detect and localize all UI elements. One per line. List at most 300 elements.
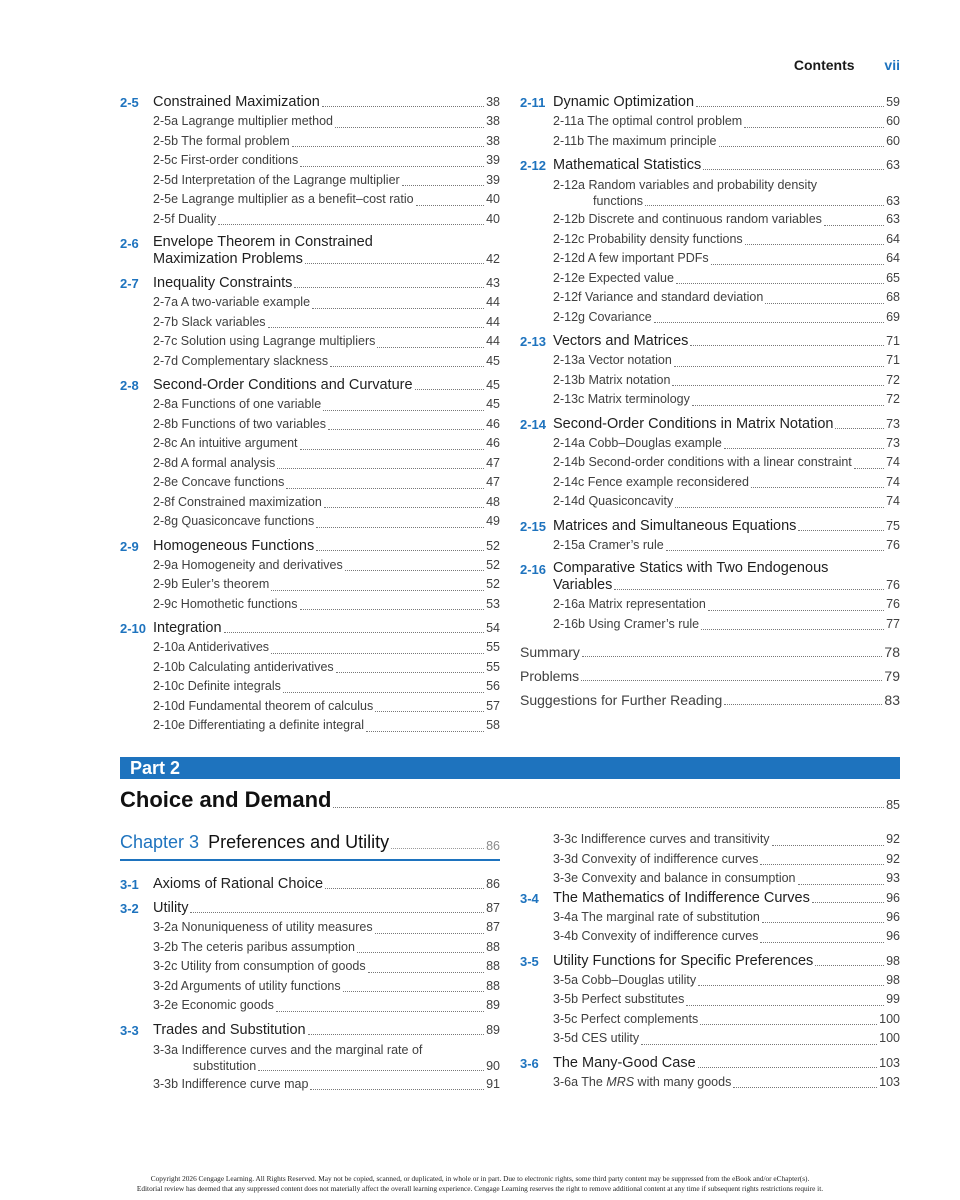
section-number: 3-6 [520, 1055, 539, 1071]
subsection-entry[interactable] [520, 473, 900, 493]
section-entry[interactable] [120, 93, 500, 112]
dot-leader [286, 488, 484, 489]
subsection-label: 2-14d Quasiconcavity [553, 494, 674, 508]
subsection-entry[interactable] [120, 595, 500, 615]
subsection-entry[interactable] [120, 512, 500, 532]
dot-leader [692, 405, 884, 406]
section-entry[interactable] [120, 234, 500, 269]
dot-leader [415, 389, 485, 390]
section-number: 2-11 [520, 95, 546, 110]
subsection-entry[interactable] [520, 927, 900, 947]
subsection-entry[interactable] [520, 371, 900, 391]
subsection-entry[interactable] [120, 190, 500, 210]
page-number: 45 [486, 353, 500, 368]
section-title: Homogeneous Functions [153, 537, 315, 554]
page-number: 76 [886, 537, 900, 552]
subsection-entry[interactable] [120, 454, 500, 474]
subsection-label: 2-10d Fundamental theorem of calculus [153, 698, 374, 713]
subsection-label: 2-7a A two-variable example [153, 295, 311, 309]
dot-leader [310, 1089, 484, 1090]
chapter-heading[interactable] [120, 832, 500, 861]
page-number: 71 [886, 334, 900, 348]
page-number: 87 [486, 920, 500, 934]
section-entry[interactable] [120, 376, 500, 395]
subsection-entry[interactable] [120, 493, 500, 513]
subsection-entry[interactable] [120, 332, 500, 352]
subsection-entry[interactable] [120, 395, 500, 415]
subsection-entry[interactable] [520, 492, 900, 512]
section-title: The Mathematics of Indifference Curves [553, 889, 810, 906]
subsection-entry[interactable] [520, 908, 900, 928]
dot-leader [581, 680, 882, 681]
subsection-label: 2-10c Definite integrals [153, 679, 281, 693]
section-title-block [153, 538, 500, 555]
dot-leader [416, 205, 485, 206]
dot-leader [760, 942, 884, 943]
section-title: Second-Order Conditions and Curvature [153, 377, 413, 393]
dot-leader [745, 244, 884, 245]
dot-leader [277, 468, 484, 469]
subsection-entry[interactable] [120, 1040, 500, 1075]
section-title-block [153, 234, 500, 268]
dot-leader [316, 550, 484, 551]
subsection-entry[interactable] [520, 249, 900, 269]
section-number: 2-9 [120, 538, 139, 554]
dot-leader [271, 653, 484, 654]
subsection-entry[interactable] [520, 536, 900, 556]
page-number: 57 [486, 698, 500, 713]
page-number: 38 [486, 133, 500, 148]
subsection-entry[interactable] [120, 352, 500, 372]
subsection-label: 2-5f Duality [153, 211, 217, 226]
subsection-label-continued [153, 1058, 500, 1075]
chapter-title: Preferences and Utility [208, 832, 390, 852]
dot-leader [703, 169, 884, 170]
page-number: 98 [886, 953, 900, 968]
subsection-label: 2-9a Homogeneity and derivatives [153, 557, 343, 572]
section-entry[interactable] [520, 156, 900, 175]
subsection-entry[interactable] [120, 151, 500, 171]
dot-leader [760, 864, 884, 865]
subsection-label-line2: functions [593, 194, 644, 208]
page-number: 85 [886, 798, 900, 812]
section-title-block [553, 157, 900, 174]
dot-leader [375, 933, 485, 934]
subsection-label: 3-4b Convexity of indifference curves [553, 929, 759, 943]
subsection-label [553, 1073, 731, 1093]
section-title: Matrices and Simultaneous Equations [553, 517, 797, 534]
subsection-entry[interactable] [520, 850, 900, 870]
dot-leader [835, 428, 884, 429]
subsection-entry[interactable] [520, 175, 900, 210]
subsection-entry[interactable] [120, 434, 500, 454]
page-number: 44 [486, 295, 500, 309]
subsection-entry[interactable] [520, 453, 900, 473]
subsection-label: 3-3c Indifference curves and transitivity [553, 832, 770, 846]
subsection-entry[interactable] [120, 1075, 500, 1095]
dot-leader [675, 507, 884, 508]
section-title: Integration [153, 620, 222, 636]
subsection-entry[interactable] [520, 595, 900, 615]
subsection-entry[interactable] [520, 351, 900, 371]
page-number: 76 [886, 578, 900, 592]
dot-leader [368, 972, 485, 973]
dot-leader [366, 731, 484, 732]
page-number: 46 [486, 416, 500, 431]
section-title-block [153, 94, 500, 111]
page-number: 91 [486, 1076, 500, 1091]
dot-leader [300, 449, 485, 450]
page-number: 72 [886, 392, 900, 406]
page-number: 58 [486, 718, 500, 732]
subsection-entry[interactable] [120, 658, 500, 678]
subsection-entry[interactable] [520, 1029, 900, 1049]
subsection-entry[interactable] [520, 1010, 900, 1030]
subsection-label: 3-5c Perfect complements [553, 1011, 699, 1026]
subsection-entry[interactable] [520, 390, 900, 410]
page-number: 59 [886, 95, 900, 109]
page-number: 48 [486, 494, 500, 509]
page-number: 96 [886, 890, 900, 905]
dot-leader [300, 609, 485, 610]
page-number: 88 [486, 978, 500, 993]
dot-leader [324, 507, 484, 508]
dot-leader [812, 902, 884, 903]
subsection-entry[interactable] [120, 996, 500, 1016]
page-number: 56 [486, 679, 500, 693]
page-number: 76 [886, 597, 900, 611]
section-entry[interactable] [120, 537, 500, 556]
subsection-entry[interactable] [520, 971, 900, 991]
subsection-label: 2-13a Vector notation [553, 353, 672, 367]
section-title-block [553, 333, 900, 350]
backmatter-entry[interactable] [520, 692, 900, 709]
section-entry[interactable] [520, 952, 900, 971]
subsection-entry[interactable] [120, 918, 500, 938]
dot-leader [391, 848, 484, 849]
page-number: 79 [884, 668, 900, 684]
backmatter-entry[interactable] [520, 644, 900, 661]
section-entry[interactable] [520, 332, 900, 351]
dot-leader [666, 550, 884, 551]
section-title: Comparative Statics with Two Endogenous [553, 560, 829, 576]
subsection-entry[interactable] [120, 977, 500, 997]
dot-leader [323, 410, 484, 411]
dot-leader [719, 146, 885, 147]
subsection-label: 2-5d Interpretation of the Lagrange multiplier [153, 172, 400, 187]
section-entry[interactable] [520, 1054, 900, 1073]
subsection-entry[interactable] [120, 677, 500, 697]
part-title-row[interactable] [120, 786, 900, 814]
page-number: 54 [486, 621, 500, 635]
subsection-entry[interactable] [120, 957, 500, 977]
dot-leader [751, 487, 884, 488]
page-number: 64 [886, 231, 900, 246]
section-title-block [153, 900, 500, 917]
subsection-label: 2-16b Using Cramer’s rule [553, 616, 700, 631]
page-number: 43 [486, 276, 500, 290]
subsection-label: 2-11a The optimal control problem [553, 114, 743, 128]
subsection-entry[interactable] [520, 1073, 900, 1093]
page-number: 89 [486, 1022, 500, 1037]
subsection-label: 2-13b Matrix notation [553, 372, 671, 387]
subsection-label: 2-8g Quasiconcave functions [153, 514, 315, 528]
dot-leader [345, 570, 484, 571]
page-number: 103 [879, 1074, 900, 1089]
section-title: Constrained Maximization [153, 94, 320, 110]
dot-leader [335, 127, 484, 128]
section-entry[interactable] [520, 560, 900, 595]
subsection-entry[interactable] [120, 112, 500, 132]
page-number: 39 [486, 172, 500, 187]
section-entry[interactable] [520, 415, 900, 434]
subsection-entry[interactable] [520, 434, 900, 454]
page-number: 90 [486, 1058, 500, 1073]
subsection-entry[interactable] [520, 210, 900, 230]
subsection-label: 2-12d A few important PDFs [553, 251, 709, 265]
subsection-entry[interactable] [120, 415, 500, 435]
subsection-label: 2-14a Cobb–Douglas example [553, 435, 722, 450]
section-number: 2-13 [520, 334, 547, 349]
page-number: 77 [886, 616, 900, 631]
subsection-entry[interactable] [520, 288, 900, 308]
dot-leader [283, 692, 484, 693]
running-head-title: Contents [793, 57, 855, 73]
page-number: 74 [886, 474, 900, 489]
section-title: Utility [153, 900, 189, 916]
dot-leader [824, 225, 884, 226]
section-number: 2-5 [120, 95, 139, 110]
section-number: 3-2 [120, 901, 139, 916]
section-entry[interactable] [120, 274, 500, 293]
subsection-entry[interactable] [520, 615, 900, 635]
subsection-entry[interactable] [120, 171, 500, 191]
copyright-line-1: Copyright 2026 Cengage Learning. All Rights Reserved. May not be copied, scanned, or duplicated, in whole or in part. Due to electronic rights, some third party content may be suppressed from the eBook and/or eChapter(s). [150, 1174, 810, 1183]
subsection-entry[interactable] [120, 210, 500, 230]
subsection-label: 2-9c Homothetic functions [153, 596, 298, 611]
dot-leader [224, 632, 485, 633]
page-number: 52 [486, 557, 500, 572]
section-title-block [553, 518, 900, 535]
section-number: 2-16 [520, 562, 547, 577]
subsection-entry[interactable] [520, 990, 900, 1010]
section-title-block [153, 876, 500, 893]
subsection-label: 2-9b Euler’s theorem [153, 577, 270, 591]
section-entry[interactable] [520, 517, 900, 536]
dot-leader [294, 287, 484, 288]
page-number: 47 [486, 455, 500, 470]
dot-leader [798, 884, 885, 885]
subsection-entry[interactable] [520, 132, 900, 152]
page-number: 39 [486, 153, 500, 167]
dot-leader [305, 263, 484, 264]
subsection-entry[interactable] [520, 230, 900, 250]
page-number: 100 [879, 1031, 900, 1045]
page-number: 40 [486, 211, 500, 226]
section-title-continued [553, 577, 900, 594]
page-number: 45 [486, 397, 500, 411]
dot-leader [711, 264, 884, 265]
copyright-line-2: Editorial review has deemed that any suppressed content does not materially affect the overall learning experience. Cengage Learning reserves the right to remove additional content at any time if subsequent rights restrictions require it. [136, 1184, 824, 1193]
dot-leader [312, 308, 484, 309]
section-number: 3-3 [120, 1022, 139, 1038]
section-title-block [553, 890, 900, 907]
dot-leader [641, 1044, 877, 1045]
subsection-label: 3-2b The ceteris paribus assumption [153, 939, 355, 954]
page-number: 96 [886, 929, 900, 943]
running-head [794, 57, 900, 73]
subsection-entry[interactable] [520, 869, 900, 889]
dot-leader [696, 106, 884, 107]
page-number: 96 [886, 909, 900, 924]
page-number: 72 [886, 372, 900, 387]
page-number: 52 [486, 538, 500, 553]
page-number: 44 [486, 314, 500, 329]
page-number: 89 [486, 998, 500, 1012]
subsection-entry[interactable] [520, 308, 900, 328]
dot-leader [271, 590, 484, 591]
dot-leader [292, 146, 484, 147]
subsection-label: 2-12a Random variables and probability density [553, 178, 818, 192]
section-title: Envelope Theorem in Constrained [153, 234, 373, 250]
section-title-block [553, 416, 900, 433]
subsection-entry[interactable] [520, 112, 900, 132]
subsection-entry[interactable] [120, 313, 500, 333]
page-number: 99 [886, 992, 900, 1006]
subsection-label: 2-8c An intuitive argument [153, 436, 298, 450]
subsection-label: 2-5e Lagrange multiplier as a benefit–cost ratio [153, 192, 414, 206]
subsection-entry[interactable] [120, 473, 500, 493]
page-number: 55 [486, 640, 500, 654]
dot-leader [772, 845, 885, 846]
page-number: 75 [886, 518, 900, 533]
subsection-label-continued [553, 193, 900, 210]
backmatter-label: Suggestions for Further Reading [520, 692, 723, 708]
section-number: 2-10 [120, 621, 147, 636]
subsection-label: 2-5b The formal problem [153, 133, 290, 148]
section-title: Second-Order Conditions in Matrix Notation [553, 415, 834, 432]
dot-leader [724, 704, 882, 705]
dot-leader [357, 952, 484, 953]
backmatter-entry[interactable] [520, 668, 900, 685]
page-number: 78 [884, 644, 900, 660]
dot-leader [698, 985, 884, 986]
subsection-entry[interactable] [120, 132, 500, 152]
subsection-label: 2-10a Antiderivatives [153, 640, 270, 654]
subsection-label: 2-5c First-order conditions [153, 153, 299, 167]
section-title-block [553, 1055, 900, 1072]
subsection-label: 3-2a Nonuniqueness of utility measures [153, 920, 373, 934]
subsection-label: 2-14c Fence example reconsidered [553, 474, 749, 489]
subsection-entry[interactable] [120, 556, 500, 576]
page-number: 60 [886, 114, 900, 128]
subsection-entry[interactable] [120, 938, 500, 958]
dot-leader [765, 303, 884, 304]
subsection-label: 3-2c Utility from consumption of goods [153, 959, 366, 973]
dot-leader [322, 106, 484, 107]
dot-leader [700, 1024, 877, 1025]
section-entry[interactable] [520, 93, 900, 112]
section-entry[interactable] [120, 899, 500, 918]
section-title-continued [153, 251, 500, 268]
subsection-label: 2-14b Second-order conditions with a linear constraint [553, 455, 852, 469]
subsection-label: 3-4a The marginal rate of substitution [553, 909, 760, 924]
page-number: 64 [886, 251, 900, 265]
page-number: 63 [886, 194, 900, 208]
dot-leader [343, 991, 484, 992]
section-title-block [153, 620, 500, 637]
section-entry[interactable] [120, 875, 500, 894]
subsection-entry[interactable] [520, 269, 900, 289]
section-number: 3-4 [520, 890, 539, 906]
dot-leader [724, 448, 884, 449]
dot-leader [815, 965, 884, 966]
section-title: Dynamic Optimization [553, 94, 695, 110]
section-entry[interactable] [520, 889, 900, 908]
subsection-entry[interactable] [120, 638, 500, 658]
subsection-label: 2-8d A formal analysis [153, 455, 276, 470]
dot-leader [336, 672, 484, 673]
page-number: 47 [486, 475, 500, 489]
dot-leader [330, 366, 484, 367]
section-title-block [153, 1022, 500, 1039]
page-number: 100 [879, 1011, 900, 1026]
section-title-block [553, 560, 900, 594]
subsection-label: 2-12e Expected value [553, 270, 674, 285]
dot-leader [762, 922, 884, 923]
section-title: Utility Functions for Specific Preferences [553, 952, 814, 969]
subsection-label: 2-7d Complementary slackness [153, 353, 329, 368]
dot-leader [268, 327, 485, 328]
subsection-label: 2-12c Probability density functions [553, 231, 743, 246]
subsection-label: 2-13c Matrix terminology [553, 392, 690, 406]
subsection-label: 2-16a Matrix representation [553, 597, 706, 611]
dot-leader [258, 1070, 484, 1071]
section-number: 2-12 [520, 158, 547, 173]
dot-leader [674, 366, 884, 367]
section-entry[interactable] [120, 619, 500, 638]
section-number: 2-14 [520, 416, 547, 432]
backmatter-label: Summary [520, 644, 580, 660]
subsection-entry[interactable] [120, 697, 500, 717]
subsection-entry[interactable] [120, 716, 500, 736]
dot-leader [686, 1005, 884, 1006]
dot-leader [375, 711, 484, 712]
subsection-label: 2-11b The maximum principle [553, 133, 717, 148]
page-number: 53 [486, 596, 500, 611]
subsection-label: 2-15a Cramer’s rule [553, 537, 664, 552]
page-number: 45 [486, 378, 500, 392]
dot-leader [654, 322, 884, 323]
page-number: 92 [886, 832, 900, 846]
page-number: 55 [486, 659, 500, 674]
page-number: 73 [886, 416, 900, 431]
page-number: 103 [879, 1055, 900, 1070]
section-entry[interactable] [120, 1021, 500, 1040]
page-number: 74 [886, 455, 900, 469]
page-number: 38 [486, 95, 500, 109]
subsection-label-line2: substitution [193, 1058, 257, 1073]
subsection-label: 3-2e Economic goods [153, 998, 274, 1012]
section-number: 2-15 [520, 518, 547, 534]
subsection-entry[interactable] [120, 293, 500, 313]
subsection-entry[interactable] [120, 575, 500, 595]
subsection-entry[interactable] [520, 830, 900, 850]
section-title-block [553, 94, 900, 111]
toc-column-lower-left [120, 830, 500, 1094]
running-head-page-number: vii [884, 57, 900, 73]
subsection-label: 2-12g Covariance [553, 309, 652, 324]
